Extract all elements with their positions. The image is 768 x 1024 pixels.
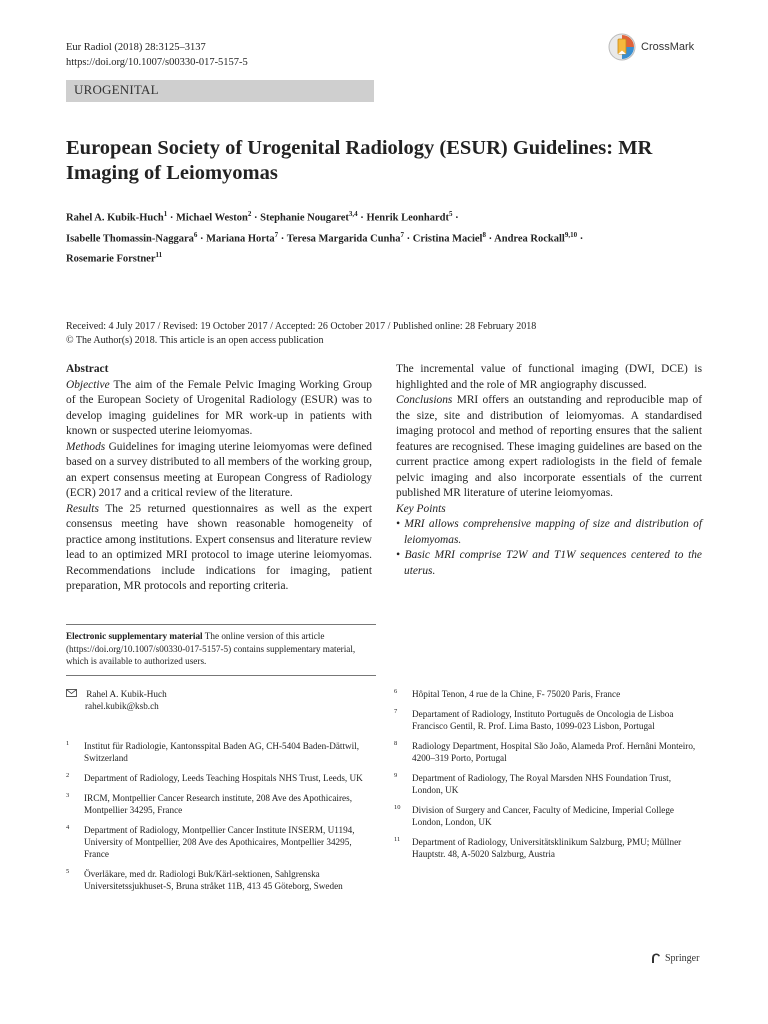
affiliation-item bbox=[394, 772, 699, 796]
objective-label: Objective bbox=[66, 378, 110, 391]
affiliation-text: IRCM, Montpellier Cancer Research institute, 208 Ave des Apothicaires, Montpellier 34295, France bbox=[84, 793, 352, 815]
affiliation-item bbox=[394, 708, 699, 732]
corresponding-author bbox=[66, 688, 167, 712]
methods-label: Methods bbox=[66, 440, 106, 453]
affiliation-item bbox=[66, 772, 366, 784]
affiliation-item bbox=[394, 804, 699, 828]
author-name[interactable]: Rosemarie Forstner bbox=[66, 253, 156, 265]
author-name[interactable]: Michael Weston bbox=[176, 212, 248, 224]
author-affiliation-ref: 7 bbox=[400, 230, 404, 239]
abstract-left-column bbox=[66, 362, 372, 595]
abstract-right-column bbox=[396, 362, 702, 579]
conclusions-label: Conclusions bbox=[396, 394, 453, 406]
author-affiliation-ref: 3,4 bbox=[348, 210, 358, 218]
author-name[interactable]: Rahel A. Kubik-Huch bbox=[66, 212, 164, 224]
author-name[interactable]: Andrea Rockall bbox=[494, 233, 565, 244]
author-affiliation-ref: 9,10 bbox=[564, 230, 578, 239]
author-affiliation-ref: 5 bbox=[449, 210, 453, 218]
results-text: The 25 returned questionnaires as well as the expert consensus meeting have shown reasonable homogeneity of practice among institutions. Expert consensus and literature review lead to an optimized MRI protocol to image uterine leiomyomas. Recommendations include indications for imaging, patient preparation, MR protocols and reporting criteria. bbox=[66, 502, 372, 592]
author-affiliation-ref: 7 bbox=[274, 230, 279, 239]
affiliation-item bbox=[66, 824, 366, 860]
affiliation-number: 2 bbox=[66, 772, 70, 779]
corresponding-name: Rahel A. Kubik-Huch bbox=[86, 689, 167, 699]
affiliation-number: 5 bbox=[66, 868, 70, 875]
abstract-conclusions bbox=[396, 393, 702, 502]
doi-link[interactable]: https://doi.org/10.1007/s00330-017-5157-5 bbox=[66, 57, 248, 68]
author-affiliation-ref: 8 bbox=[482, 230, 486, 239]
corresponding-email[interactable]: rahel.kubik@ksb.ch bbox=[85, 701, 159, 711]
crossmark-icon bbox=[608, 33, 636, 61]
affiliation-text: Department of Radiology, Montpellier Cancer Institute INSERM, U1194, University of Montpellier, 208 Ave des Apothicaires, Montpellier 34295, France bbox=[84, 825, 355, 859]
abstract-results bbox=[66, 502, 372, 595]
footnote-divider bbox=[66, 624, 376, 625]
esm-label: Electronic supplementary material bbox=[66, 631, 203, 641]
affiliation-number: 7 bbox=[394, 708, 398, 715]
affiliation-text: Division of Surgery and Cancer, Faculty of Medicine, Imperial College London, London, UK bbox=[412, 805, 675, 827]
author-name[interactable]: Isabelle Thomassin-Naggara bbox=[66, 233, 194, 244]
author-name[interactable]: Cristina Maciel bbox=[412, 233, 483, 244]
envelope-icon bbox=[66, 688, 78, 700]
affiliation-number: 6 bbox=[394, 688, 398, 695]
author-affiliation-ref: 1 bbox=[163, 210, 168, 218]
objective-text: The aim of the Female Pelvic Imaging Working Group of the European Society of Urogenital Radiology (ESUR) was to develop imaging guidelines for MR work-up in patients with known or suspected uterine leiomyomas. bbox=[66, 378, 372, 437]
author-name[interactable]: Stephanie Nougaret bbox=[260, 212, 349, 224]
results-label: Results bbox=[66, 502, 99, 515]
esm-text: The online version of this article (https://doi.org/10.1007/s00330-017-5157-5) contains supplementary material, which is available to authorized users. bbox=[66, 631, 356, 666]
section-label: UROGENITAL bbox=[74, 82, 159, 97]
conclusions-text: MRI offers an outstanding and reproducible map of the size, site and distribution of leiomyomas. A standardised imaging protocol and method of reporting ensures that the salient features are recognised. These imaging guidelines are based on the current practice among expert radiologists in the field of female pelvic imaging and also incorporate essentials of the current published MR literature of uterine leiomyomas. bbox=[396, 394, 702, 499]
affiliation-number: 3 bbox=[66, 792, 70, 799]
affiliations-left bbox=[66, 740, 366, 900]
affiliation-item bbox=[394, 836, 699, 860]
affiliation-number: 10 bbox=[394, 804, 401, 811]
key-points-heading: Key Points bbox=[396, 502, 446, 515]
article-title: European Society of Urogenital Radiology (ESUR) Guidelines: MR Imaging of Leiomyomas bbox=[66, 137, 653, 184]
affiliation-item bbox=[394, 688, 699, 700]
affiliation-text: Radiology Department, Hospital São João, Alameda Prof. Hernâni Monteiro, 4200–319 Porto, Portugal bbox=[412, 741, 696, 763]
article-meta bbox=[66, 40, 248, 70]
history-dates: Received: 4 July 2017 / Revised: 19 October 2017 / Accepted: 26 October 2017 / Published online: 28 February 2018 bbox=[66, 321, 537, 332]
publisher-name: Springer bbox=[665, 952, 700, 964]
springer-horse-icon bbox=[650, 952, 662, 964]
author-list: Rahel A. Kubik-Huch$^1$ · Michael Weston$^2$ · Stephanie Nougaret$^{3,4}$ · Henrik Leonhardt$^5$ · Isabelle Thomassin-Naggara$^6$ · Mariana Horta$^7$ · Teresa Margarida Cunha$^7$ · Cristina Maciel$^8$ · Andrea Rockall$^{9,10}$ · Rosemarie Forstner$^{11}$ bbox=[66, 210, 584, 265]
affiliation-text: Department of Radiology, Universitätsklinikum Salzburg, PMU; Müllner Hauptstr. 48, A-5020 Salzburg, Austria bbox=[412, 837, 682, 859]
affiliation-item bbox=[66, 868, 366, 892]
affiliation-item bbox=[394, 740, 699, 764]
key-point: • Basic MRI comprise T2W and T1W sequences centered to the uterus. bbox=[396, 549, 702, 577]
abstract-continuation: The incremental value of functional imaging (DWI, DCE) is highlighted and the role of MR angiography discussed. bbox=[396, 363, 702, 391]
footnote-divider bbox=[66, 675, 376, 676]
supplementary-material-note bbox=[66, 630, 374, 668]
affiliation-number: 11 bbox=[394, 836, 401, 843]
affiliation-text: Department of Radiology, Leeds Teaching Hospitals NHS Trust, Leeds, UK bbox=[84, 773, 363, 783]
methods-text: Guidelines for imaging uterine leiomyomas were defined based on a survey distributed to all members of the working group, an expert consensus meeting at European Congress of Radiology (ECR) 2017 and a critical review of the literature. bbox=[66, 440, 373, 499]
author-affiliation-ref: 6 bbox=[193, 230, 198, 239]
affiliation-number: 4 bbox=[66, 824, 70, 831]
affiliation-number: 8 bbox=[394, 740, 398, 747]
author-affiliation-ref: 11 bbox=[155, 251, 163, 259]
affiliation-text: Överläkare, med dr. Radiologi Buk/Kärl-sektionen, Sahlgrenska Universitetssjukhuset-S, Bruna stråket 11B, 413 45 Göteborg, Sweden bbox=[84, 869, 343, 891]
author-name[interactable]: Henrik Leonhardt bbox=[366, 212, 449, 224]
affiliation-text: Institut für Radiologie, Kantonsspital Baden AG, CH-5404 Baden-Dättwil, Switzerland bbox=[84, 741, 360, 763]
key-point: • MRI allows comprehensive mapping of size and distribution of leiomyomas. bbox=[396, 518, 702, 546]
abstract-methods bbox=[66, 440, 372, 502]
affiliation-text: Hôpital Tenon, 4 rue de la Chine, F- 75020 Paris, France bbox=[412, 689, 621, 699]
affiliations-right bbox=[394, 688, 699, 868]
crossmark-badge[interactable] bbox=[608, 33, 694, 61]
author-name[interactable]: Teresa Margarida Cunha bbox=[286, 233, 401, 244]
journal-reference: Eur Radiol (2018) 28:3125–3137 bbox=[66, 42, 206, 53]
author-affiliation-ref: 2 bbox=[247, 210, 252, 218]
affiliation-item bbox=[66, 792, 366, 816]
affiliation-text: Departament of Radiology, Instituto Português de Oncologia de Lisboa Francisco Gentil, R. Prof. Lima Basto, 1099-023 Lisbon, Portugal bbox=[412, 709, 674, 731]
publisher-logo bbox=[650, 952, 699, 964]
abstract-heading: Abstract bbox=[66, 363, 109, 375]
key-points-list bbox=[396, 517, 702, 579]
copyright-line: © The Author(s) 2018. This article is an open access publication bbox=[66, 335, 324, 346]
publication-history bbox=[66, 320, 536, 348]
affiliation-text: Department of Radiology, The Royal Marsden NHS Foundation Trust, London, UK bbox=[412, 773, 672, 795]
section-banner bbox=[66, 80, 374, 102]
abstract-objective bbox=[66, 378, 372, 440]
crossmark-label: CrossMark bbox=[641, 41, 695, 53]
affiliation-number: 1 bbox=[66, 740, 70, 747]
author-name[interactable]: Mariana Horta bbox=[206, 233, 275, 244]
affiliation-item bbox=[66, 740, 366, 764]
affiliation-number: 9 bbox=[394, 772, 398, 779]
